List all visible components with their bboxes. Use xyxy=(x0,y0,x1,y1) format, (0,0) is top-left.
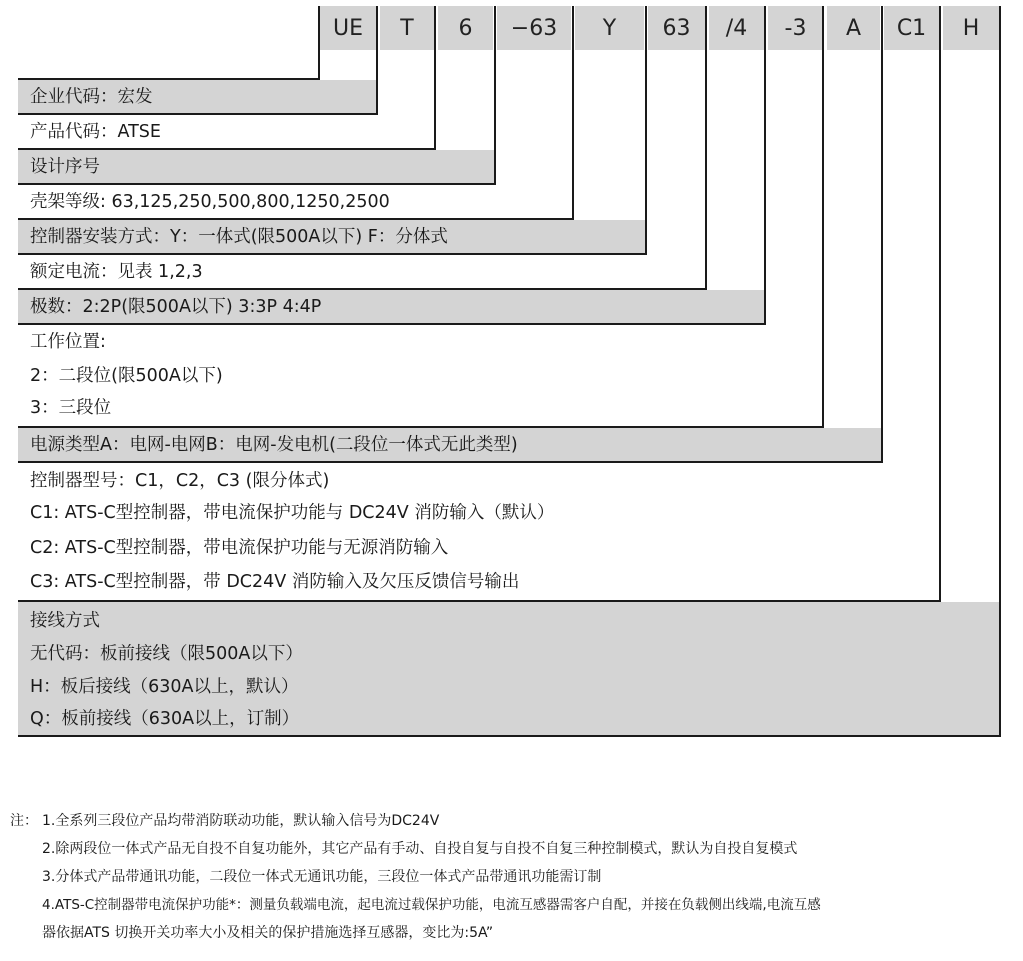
notes-prefix: 注： xyxy=(10,813,38,829)
field-poles: 极数：2:2P(限500A以下) 3:3P 4:4P xyxy=(30,297,322,317)
code-segment-t: T xyxy=(380,6,434,50)
hline-5 xyxy=(18,218,574,220)
field-design-serial: 设计序号 xyxy=(30,157,100,177)
field-controller-install: 控制器安装方式：Y：一体式(限500A以下) F：分体式 xyxy=(30,227,448,247)
hline-12 xyxy=(18,735,1001,737)
hline-10 xyxy=(18,461,883,463)
hline-7 xyxy=(18,288,707,290)
code-segment-h: H xyxy=(943,6,999,50)
field-frame-level: 壳架等级: 63,125,250,500,800,1250,2500 xyxy=(30,192,390,212)
field-work-position-title: 工作位置: xyxy=(30,332,106,352)
note-2: 2.除两段位一体式产品无自投不自复功能外，其它产品有手动、自投自复与自投不自复三种控制模式，默认为自投自复模式 xyxy=(42,841,798,857)
field-controller-model-c1: C1: ATS-C型控制器，带电流保护功能与 DC24V 消防输入（默认） xyxy=(30,503,555,523)
vline-y xyxy=(572,6,574,219)
hline-1 xyxy=(18,78,320,80)
code-segment-6: 6 xyxy=(438,6,493,50)
code-segment-63: −63 xyxy=(497,6,571,50)
vline-6 xyxy=(434,6,436,150)
field-rated-current: 额定电流：见表 1,2,3 xyxy=(30,262,203,282)
code-segment-ue: UE xyxy=(320,6,376,50)
hline-4 xyxy=(18,183,496,185)
vline-h xyxy=(939,6,941,602)
hline-9 xyxy=(18,426,824,428)
code-segment-a: A xyxy=(827,6,880,50)
field-wiring-h: H：板后接线（630A以上，默认） xyxy=(30,677,299,697)
field-power-type: 电源类型A：电网-电网B：电网-发电机(二段位一体式无此类型) xyxy=(30,435,518,455)
note-4b: 器依据ATS 切换开关功率大小及相关的保护措施选择互感器，变比为:5A” xyxy=(42,925,494,941)
field-wiring-title: 接线方式 xyxy=(30,611,100,631)
field-controller-model-c3: C3: ATS-C型控制器，带 DC24V 消防输入及欠压反馈信号输出 xyxy=(30,572,520,592)
hline-2 xyxy=(18,113,378,115)
vline-4 xyxy=(705,6,707,290)
field-work-position-3: 3：三段位 xyxy=(30,398,112,418)
vline-63 xyxy=(494,6,496,185)
hline-8 xyxy=(18,323,766,325)
field-work-position-2: 2：二段位(限500A以下) xyxy=(30,366,223,386)
code-segment-63b: 63 xyxy=(648,6,705,50)
note-4a: 4.ATS-C控制器带电流保护功能*：测量负载端电流，起电流过载保护功能，电流互感器需客户自配，并接在负载侧出线端,电流互感 xyxy=(42,897,821,913)
hline-11 xyxy=(18,600,941,602)
vline-3 xyxy=(764,6,766,325)
field-controller-model-title: 控制器型号：C1，C2，C3 (限分体式) xyxy=(30,471,330,491)
field-enterprise-code: 企业代码：宏发 xyxy=(30,87,153,107)
code-segment-4: /4 xyxy=(709,6,764,50)
field-controller-model-c2: C2: ATS-C型控制器，带电流保护功能与无源消防输入 xyxy=(30,538,449,558)
vline-a xyxy=(822,6,824,428)
field-wiring-none: 无代码：板前接线（限500A以下） xyxy=(30,644,303,664)
field-wiring-q: Q：板前接线（630A以上，订制） xyxy=(30,709,300,729)
hline-6 xyxy=(18,253,647,255)
vline-63b xyxy=(645,6,647,255)
vline-ue xyxy=(318,6,320,79)
code-segment-3: -3 xyxy=(768,6,823,50)
hline-3 xyxy=(18,148,436,150)
vline-c1 xyxy=(881,6,883,463)
note-1: 1.全系列三段位产品均带消防联动功能，默认输入信号为DC24V xyxy=(42,813,440,829)
code-segment-y: Y xyxy=(575,6,644,50)
note-3: 3.分体式产品带通讯功能，二段位一体式无通讯功能，三段位一体式产品带通讯功能需订制 xyxy=(42,869,602,885)
vline-t xyxy=(376,6,378,115)
field-product-code: 产品代码：ATSE xyxy=(30,122,161,142)
vline-right xyxy=(999,6,1001,737)
code-segment-c1: C1 xyxy=(884,6,939,50)
